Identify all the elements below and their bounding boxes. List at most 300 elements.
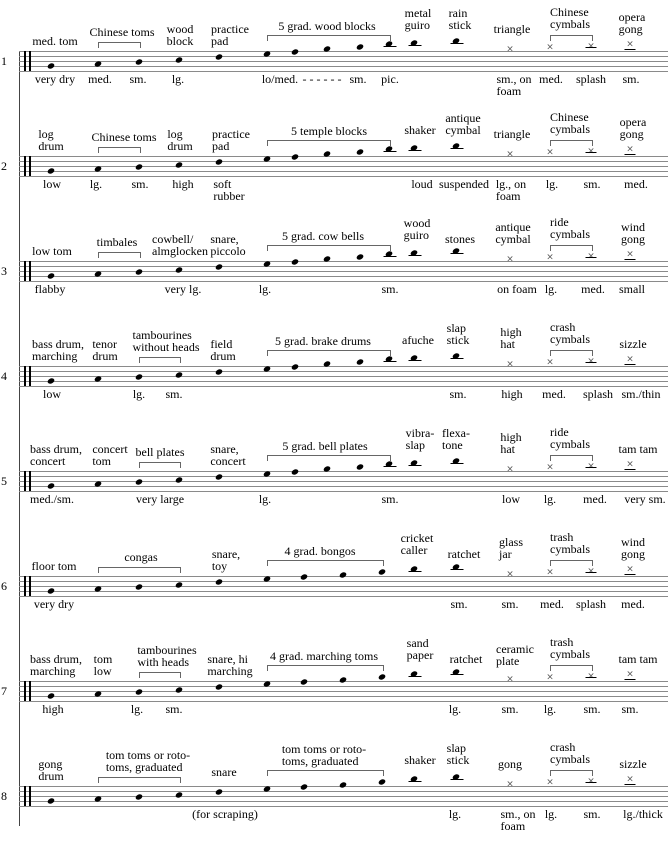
- ledger-line: [586, 677, 597, 678]
- instrument-label: ratchet: [449, 652, 483, 666]
- x-notehead-icon: ×: [506, 674, 514, 685]
- note-head: [135, 478, 143, 485]
- instrument-label: practice pad: [212, 127, 250, 153]
- instrument-label: wood guiro: [403, 216, 431, 242]
- instrument-label: tambourines without heads: [132, 328, 200, 354]
- ledger-line: [625, 259, 636, 260]
- note-head: [47, 587, 55, 594]
- instrument-label: field drum: [210, 337, 236, 363]
- ledger-line: [451, 674, 464, 675]
- instrument-descriptor: sm., on foam: [500, 807, 536, 833]
- instrument-label: 5 grad. cow bells: [282, 229, 364, 243]
- note-head: [215, 473, 223, 480]
- note-head: [378, 673, 386, 680]
- instrument-label: glass jar: [499, 535, 523, 561]
- ledger-line: [409, 360, 422, 361]
- cymbal-bracket: [550, 665, 593, 671]
- note-head: [291, 153, 299, 160]
- staff-line: [19, 491, 668, 492]
- instrument-descriptor: sm.: [583, 177, 601, 191]
- instrument-label: concert tom: [92, 442, 128, 468]
- x-notehead-icon: ×: [546, 357, 554, 368]
- staff-line: [19, 61, 668, 62]
- instrument-descriptor: med.: [540, 597, 564, 611]
- system-number: 7: [1, 684, 7, 698]
- ledger-line: [384, 256, 397, 257]
- instrument-descriptor: very large: [135, 492, 185, 506]
- double-bar-line: [24, 471, 26, 491]
- double-bar-line: [24, 366, 26, 386]
- instrument-descriptor: suspended: [439, 177, 489, 191]
- instrument-descriptor: sm.: [129, 72, 147, 86]
- instrument-descriptor: sm.: [131, 177, 149, 191]
- note-head: [356, 358, 364, 365]
- note-head: [175, 476, 183, 483]
- instrument-label: timbales: [96, 235, 138, 249]
- note-head: [215, 368, 223, 375]
- instrument-descriptor: med.: [542, 387, 566, 401]
- ledger-line: [409, 676, 422, 677]
- x-notehead-icon: ×: [546, 462, 554, 473]
- instrument-label: bell plates: [135, 445, 185, 459]
- instrument-label: ceramic plate: [496, 642, 534, 668]
- note-head: [378, 778, 386, 785]
- ledger-line: [586, 152, 597, 153]
- double-bar-line: [29, 576, 31, 596]
- note-head: [135, 688, 143, 695]
- ledger-line: [409, 45, 422, 46]
- note-head: [175, 266, 183, 273]
- note-head: [135, 58, 143, 65]
- instrument-label: snare, concert: [210, 442, 246, 468]
- ledger-line: [586, 47, 597, 48]
- instrument-label: Chinese cymbals: [550, 110, 590, 136]
- instrument-label: cowbell/ almglocken: [152, 232, 208, 258]
- ledger-line: [384, 466, 397, 467]
- note-head: [291, 48, 299, 55]
- staff-line: [19, 386, 668, 387]
- ledger-line: [451, 148, 464, 149]
- ledger-line: [409, 465, 422, 466]
- staff-line: [19, 161, 668, 162]
- instrument-descriptor: med.: [583, 492, 607, 506]
- instrument-descriptor: very dry: [34, 72, 76, 86]
- note-head: [175, 371, 183, 378]
- ledger-line: [451, 358, 464, 359]
- pair-bracket: [98, 252, 141, 258]
- system-number: 3: [1, 264, 7, 278]
- note-head: [47, 377, 55, 384]
- instrument-descriptor: lo/med.: [261, 72, 299, 86]
- note-head: [175, 791, 183, 798]
- double-bar-line: [24, 576, 26, 596]
- instrument-descriptor: small: [619, 282, 645, 296]
- double-bar-line: [29, 261, 31, 281]
- instrument-descriptor: sm.: [165, 702, 183, 716]
- staff-line: [19, 791, 668, 792]
- instrument-descriptor: soft rubber: [213, 177, 245, 203]
- instrument-descriptor: lg.: [543, 702, 557, 716]
- instrument-descriptor: splash: [583, 387, 613, 401]
- x-notehead-icon: ×: [626, 564, 634, 575]
- instrument-label: snare: [211, 765, 237, 779]
- x-notehead-icon: ×: [506, 359, 514, 370]
- note-head: [215, 263, 223, 270]
- instrument-label: bass drum, marching: [32, 337, 84, 363]
- x-notehead-icon: ×: [546, 672, 554, 683]
- note-head: [356, 43, 364, 50]
- staff-line: [19, 471, 668, 472]
- instrument-label: vibra- slap: [405, 426, 435, 452]
- staff-line: [19, 476, 668, 477]
- ledger-line: [586, 362, 597, 363]
- instrument-descriptor: lg.: [89, 177, 103, 191]
- instrument-descriptor: sm.: [501, 702, 519, 716]
- instrument-label: snare, piccolo: [210, 232, 246, 258]
- instrument-descriptor: lg.: [258, 492, 272, 506]
- instrument-label: slap stick: [446, 741, 470, 767]
- note-head: [215, 53, 223, 60]
- x-notehead-icon: ×: [626, 39, 634, 50]
- cymbal-bracket: [550, 350, 593, 356]
- instrument-descriptor: med.: [581, 282, 605, 296]
- staff-line: [19, 591, 668, 592]
- pair-bracket: [98, 42, 141, 48]
- instrument-label: sand paper: [406, 636, 434, 662]
- instrument-descriptor: (for scraping): [192, 807, 258, 821]
- note-head: [47, 482, 55, 489]
- staff-line: [19, 376, 668, 377]
- ledger-line: [451, 569, 464, 570]
- staff-line: [19, 371, 668, 372]
- instrument-label: gong: [498, 757, 522, 771]
- x-notehead-icon: ×: [626, 249, 634, 260]
- instrument-descriptor: sm.: [381, 282, 399, 296]
- instrument-descriptor: flabby: [34, 282, 66, 296]
- note-head: [175, 56, 183, 63]
- instrument-descriptor: sm.: [450, 597, 468, 611]
- staff-line: [19, 686, 668, 687]
- instrument-label: 5 grad. brake drums: [275, 334, 371, 348]
- system-number: 8: [1, 789, 7, 803]
- pair-bracket: [98, 567, 181, 573]
- note-head: [47, 797, 55, 804]
- instrument-label: crash cymbals: [550, 320, 590, 346]
- instrument-label: wind gong: [621, 535, 645, 561]
- instrument-label: slap stick: [446, 321, 470, 347]
- instrument-descriptor: lg.: [543, 492, 557, 506]
- instrument-label: opera gong: [619, 115, 647, 141]
- instrument-descriptor: lg.: [132, 387, 146, 401]
- note-head: [215, 158, 223, 165]
- instrument-descriptor: very lg.: [164, 282, 202, 296]
- ledger-line: [409, 150, 422, 151]
- staff-line: [19, 806, 668, 807]
- x-notehead-icon: ×: [506, 779, 514, 790]
- double-bar-line: [24, 681, 26, 701]
- ledger-line: [451, 779, 464, 780]
- system-number: 4: [1, 369, 7, 383]
- double-bar-line: [29, 366, 31, 386]
- x-notehead-icon: ×: [546, 252, 554, 263]
- instrument-descriptor: low: [43, 387, 61, 401]
- instrument-label: 5 grad. bell plates: [282, 439, 368, 453]
- staff-line: [19, 701, 668, 702]
- double-bar-line: [24, 786, 26, 806]
- instrument-label: tom toms or roto- toms, graduated: [281, 742, 367, 768]
- note-head: [175, 581, 183, 588]
- x-notehead-icon: ×: [546, 777, 554, 788]
- pair-bracket: [139, 462, 181, 468]
- instrument-label: tam tam: [618, 652, 658, 666]
- instrument-descriptor: sm./thin: [621, 387, 661, 401]
- ledger-line: [409, 255, 422, 256]
- instrument-label: sizzle: [619, 337, 647, 351]
- instrument-descriptor: on foam: [497, 282, 537, 296]
- instrument-label: ride cymbals: [550, 425, 590, 451]
- note-head: [339, 676, 347, 683]
- instrument-label: stones: [445, 232, 475, 246]
- staff-line: [19, 486, 668, 487]
- pair-bracket: [139, 357, 181, 363]
- note-head: [300, 573, 308, 580]
- x-notehead-icon: ×: [506, 464, 514, 475]
- note-head: [135, 583, 143, 590]
- staff-line: [19, 381, 668, 382]
- instrument-descriptor: lg.: [171, 72, 185, 86]
- x-notehead-icon: ×: [626, 669, 634, 680]
- x-notehead-icon: ×: [626, 459, 634, 470]
- instrument-descriptor: loud: [411, 177, 433, 191]
- instrument-descriptor: low: [502, 492, 520, 506]
- instrument-label: floor tom: [31, 559, 77, 573]
- group-bracket: [267, 455, 391, 461]
- double-bar-line: [29, 786, 31, 806]
- note-head: [339, 571, 347, 578]
- staff-line: [19, 281, 668, 282]
- instrument-descriptor: lg.: [545, 177, 559, 191]
- instrument-descriptor: sm.: [165, 387, 183, 401]
- instrument-descriptor: high: [501, 387, 523, 401]
- note-head: [215, 683, 223, 690]
- instrument-label: sizzle: [619, 757, 647, 771]
- group-bracket: [267, 245, 391, 251]
- double-bar-line: [24, 156, 26, 176]
- cymbal-bracket: [550, 770, 593, 776]
- instrument-label: wood block: [166, 22, 194, 48]
- instrument-label: cricket caller: [400, 531, 434, 557]
- cymbal-bracket: [550, 140, 593, 146]
- note-head: [356, 463, 364, 470]
- cymbal-bracket: [550, 560, 593, 566]
- staff-line: [19, 796, 668, 797]
- instrument-label: 4 grad. bongos: [284, 544, 356, 558]
- instrument-label: med. tom: [32, 34, 78, 48]
- note-head: [378, 568, 386, 575]
- group-bracket: [267, 350, 391, 356]
- instrument-label: triangle: [493, 127, 531, 141]
- instrument-descriptor: very sm.: [624, 492, 666, 506]
- ledger-line: [384, 361, 397, 362]
- instrument-descriptor: sm.: [583, 702, 601, 716]
- instrument-descriptor: - - - - - -: [302, 72, 342, 86]
- instrument-label: bass drum, concert: [30, 442, 82, 468]
- instrument-descriptor: sm.: [621, 702, 639, 716]
- instrument-label: crash cymbals: [550, 740, 590, 766]
- instrument-label: triangle: [493, 22, 531, 36]
- instrument-descriptor: med.: [621, 597, 645, 611]
- instrument-label: wind gong: [621, 220, 645, 246]
- instrument-descriptor: pic.: [381, 72, 399, 86]
- note-head: [339, 781, 347, 788]
- instrument-descriptor: med.: [88, 72, 112, 86]
- note-head: [175, 161, 183, 168]
- instrument-descriptor: lg.: [130, 702, 144, 716]
- ledger-line: [625, 49, 636, 50]
- instrument-label: tom toms or roto- toms, graduated: [105, 748, 191, 774]
- note-head: [215, 788, 223, 795]
- instrument-label: congas: [124, 550, 158, 564]
- ledger-line: [625, 364, 636, 365]
- instrument-label: metal guiro: [404, 6, 432, 32]
- instrument-descriptor: sm., on foam: [496, 72, 532, 98]
- note-head: [47, 272, 55, 279]
- note-head: [135, 163, 143, 170]
- instrument-label: antique cymbal: [445, 111, 481, 137]
- staff-line: [19, 56, 668, 57]
- instrument-label: snare, toy: [211, 547, 241, 573]
- double-bar-line: [29, 681, 31, 701]
- instrument-descriptor: sm.: [449, 387, 467, 401]
- instrument-label: bass drum, marching: [30, 652, 82, 678]
- ledger-line: [586, 467, 597, 468]
- ledger-line: [451, 463, 464, 464]
- ledger-line: [409, 571, 422, 572]
- x-notehead-icon: ×: [626, 774, 634, 785]
- ledger-line: [625, 469, 636, 470]
- ledger-line: [451, 43, 464, 44]
- instrument-descriptor: sm.: [583, 807, 601, 821]
- staff-line: [19, 596, 668, 597]
- double-bar-line: [29, 156, 31, 176]
- instrument-label: gong drum: [38, 757, 64, 783]
- instrument-label: 5 temple blocks: [291, 124, 367, 138]
- staff-line: [19, 481, 668, 482]
- ledger-line: [451, 253, 464, 254]
- staff-line: [19, 586, 668, 587]
- note-head: [356, 148, 364, 155]
- ledger-line: [625, 154, 636, 155]
- instrument-label: flexa- tone: [442, 426, 470, 452]
- note-head: [291, 258, 299, 265]
- instrument-descriptor: lg./thick: [623, 807, 663, 821]
- instrument-descriptor: lg.: [448, 702, 462, 716]
- note-head: [291, 363, 299, 370]
- x-notehead-icon: ×: [506, 569, 514, 580]
- double-bar-line: [29, 51, 31, 71]
- x-notehead-icon: ×: [506, 149, 514, 160]
- instrument-descriptor: lg.: [544, 807, 558, 821]
- instrument-label: 5 grad. wood blocks: [278, 19, 376, 33]
- group-bracket: [267, 560, 384, 566]
- staff-line: [19, 51, 668, 52]
- double-bar-line: [24, 261, 26, 281]
- pair-bracket: [98, 147, 141, 153]
- instrument-descriptor: high: [172, 177, 194, 191]
- cymbal-bracket: [550, 35, 593, 41]
- instrument-label: Chinese toms: [91, 130, 157, 144]
- note-head: [135, 793, 143, 800]
- instrument-descriptor: med.: [539, 72, 563, 86]
- instrument-descriptor: low: [43, 177, 61, 191]
- x-notehead-icon: ×: [626, 354, 634, 365]
- system-bracket-line: [19, 51, 20, 826]
- ledger-line: [625, 784, 636, 785]
- ledger-line: [586, 782, 597, 783]
- note-head: [356, 253, 364, 260]
- instrument-descriptor: high: [42, 702, 64, 716]
- ledger-line: [586, 257, 597, 258]
- instrument-descriptor: lg.: [544, 282, 558, 296]
- staff-line: [19, 166, 668, 167]
- instrument-label: rain stick: [448, 6, 472, 32]
- instrument-label: tom low: [93, 652, 113, 678]
- staff-line: [19, 66, 668, 67]
- instrument-descriptor: splash: [576, 72, 606, 86]
- note-head: [300, 783, 308, 790]
- instrument-label: ride cymbals: [550, 215, 590, 241]
- instrument-label: tenor drum: [92, 337, 118, 363]
- instrument-descriptor: med./sm.: [30, 492, 74, 506]
- instrument-label: log drum: [38, 127, 64, 153]
- group-bracket: [267, 35, 391, 41]
- note-head: [135, 373, 143, 380]
- cymbal-bracket: [550, 455, 593, 461]
- note-head: [215, 578, 223, 585]
- staff-line: [19, 801, 668, 802]
- staff-line: [19, 271, 668, 272]
- cymbal-bracket: [550, 245, 593, 251]
- staff-line: [19, 691, 668, 692]
- staff-line: [19, 366, 668, 367]
- ledger-line: [409, 781, 422, 782]
- instrument-descriptor: med.: [624, 177, 648, 191]
- system-number: 1: [1, 54, 7, 68]
- instrument-label: Chinese cymbals: [550, 5, 590, 31]
- staff-line: [19, 696, 668, 697]
- staff-line: [19, 71, 668, 72]
- instrument-descriptor: sm.: [349, 72, 367, 86]
- instrument-label: trash cymbals: [550, 530, 590, 556]
- instrument-label: practice pad: [211, 22, 249, 48]
- x-notehead-icon: ×: [546, 567, 554, 578]
- instrument-descriptor: sm.: [501, 597, 519, 611]
- staff-line: [19, 276, 668, 277]
- instrument-descriptor: lg.: [448, 807, 462, 821]
- note-head: [291, 468, 299, 475]
- instrument-label: low tom: [32, 244, 72, 258]
- instrument-label: Chinese toms: [89, 25, 155, 39]
- instrument-label: tambourines with heads: [137, 643, 197, 669]
- ledger-line: [625, 574, 636, 575]
- note-head: [47, 167, 55, 174]
- instrument-label: snare, hi marching: [207, 652, 253, 678]
- instrument-descriptor: lg.: [258, 282, 272, 296]
- instrument-label: tam tam: [618, 442, 658, 456]
- ledger-line: [625, 679, 636, 680]
- ledger-line: [384, 46, 397, 47]
- x-notehead-icon: ×: [506, 254, 514, 265]
